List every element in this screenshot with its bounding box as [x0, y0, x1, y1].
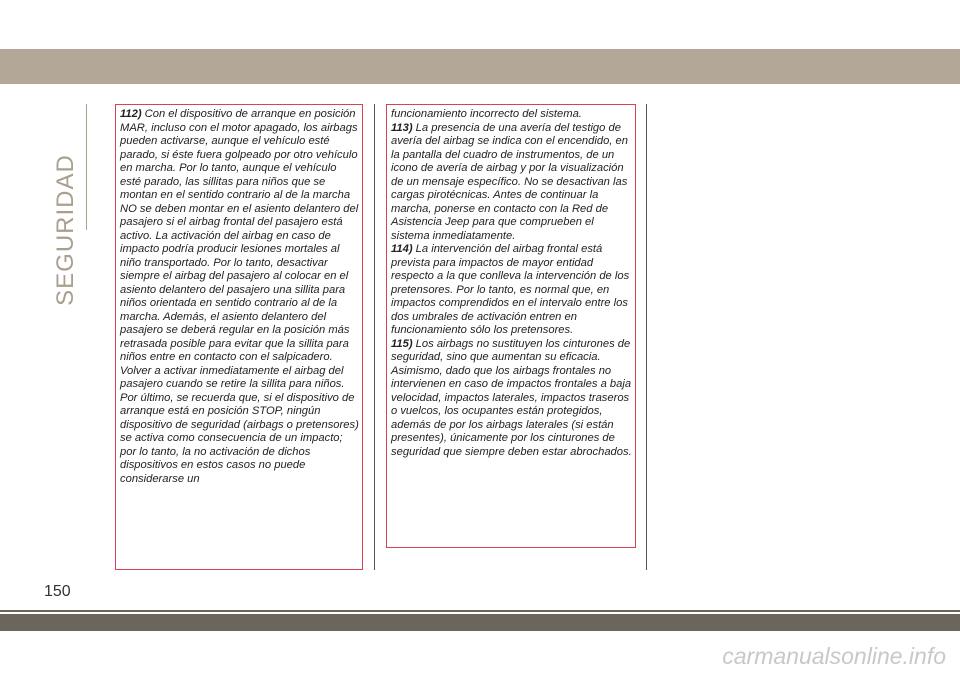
warning-115: [391, 338, 632, 460]
warning-number: 113): [391, 121, 413, 134]
warning-text: La presencia de una avería del testigo de avería del airbag se indica con el encendido, en la pantalla del cuadro de instrumentos, de un icono de avería de airbag y por la visualización de un mensaje específico. No se desactivan las cargas pirotécnicas. Antes de continuar la marcha, ponerse en contacto con la Red de Asistencia Jeep para que comprueben el sistema inmediatamente.: [391, 121, 628, 242]
warning-number: 112): [120, 108, 142, 120]
warning-continuation: funcionamiento incorrecto del sistema.: [391, 108, 582, 120]
header-band: [0, 49, 960, 84]
watermark: carmanualsonline.info: [722, 643, 946, 669]
warning-box-left: [115, 104, 363, 570]
warning-text: Con el dispositivo de arranque en posición MAR, incluso con el motor apagado, los airbags pueden activarse, aunque el vehículo esté parado, si éste fuera golpeado por otro vehículo en marcha. Por lo tanto, aunque el vehículo esté parado, las sillitas para niños que se montan en el sentido contrario al de la marcha NO se deben montar en el asiento delantero del pasajero si el airbag frontal del pasajero está activo. La activación del airbag en caso de impacto podría producir lesiones mortales al niño transportado. Por lo tanto, desactivar siempre el airbag del pasajero al colocar en el asiento delantero del pasajero una sillita para niños orientada en sentido contrario al de la marcha. Además, el asiento delantero del pasajero se deberá regular en la posición más retrasada posible para evitar que la sillita para niños entre en contacto con el salpicadero. Volver a activar inmediatamente el airbag del pasajero cuando se retire la sillita para niños. Por último, se recuerda que, si el dispositivo de arranque está en posición STOP, ningún dispositivo de seguridad (airbags o pretensores) se activa como consecuencia de un impacto; por lo tanto, la no activación de dichos dispositivos en estos casos no puede considerarse un: [120, 108, 359, 485]
warning-number: 115): [391, 337, 413, 350]
section-label-rule: [86, 104, 87, 230]
warning-box-right: [386, 104, 636, 548]
column-divider-right: [646, 104, 647, 570]
warning-number: 114): [391, 243, 413, 255]
section-label: SEGURIDAD: [52, 154, 79, 306]
warning-113: [391, 122, 632, 244]
warning-114: [391, 243, 632, 338]
warning-text: La intervención del airbag frontal está prevista para impactos de mayor entidad respecto a la que conlleva la intervención de los pretensores. Por lo tanto, es normal que, en impactos comprendidos en el intervalo entre los dos umbrales de activación entren en funcionamiento sólo los pretensores.: [391, 243, 630, 336]
footer-band: [0, 614, 960, 631]
column-divider-center: [374, 104, 375, 570]
footer-rule: [0, 610, 960, 612]
warning-112: [120, 108, 359, 486]
warning-text: Los airbags no sustituyen los cinturones de seguridad, sino que aumentan su eficacia. Asimismo, dado que los airbags frontales no intervienen en caso de impactos frontales a baja velocidad, impactos laterales, impactos traseros o vuelcos, los ocupantes están protegidos, además de por los airbags laterales (si están presentes), únicamente por los cinturones de seguridad que siempre deben estar abrochados.: [391, 337, 632, 458]
page-number: 150: [44, 583, 71, 600]
